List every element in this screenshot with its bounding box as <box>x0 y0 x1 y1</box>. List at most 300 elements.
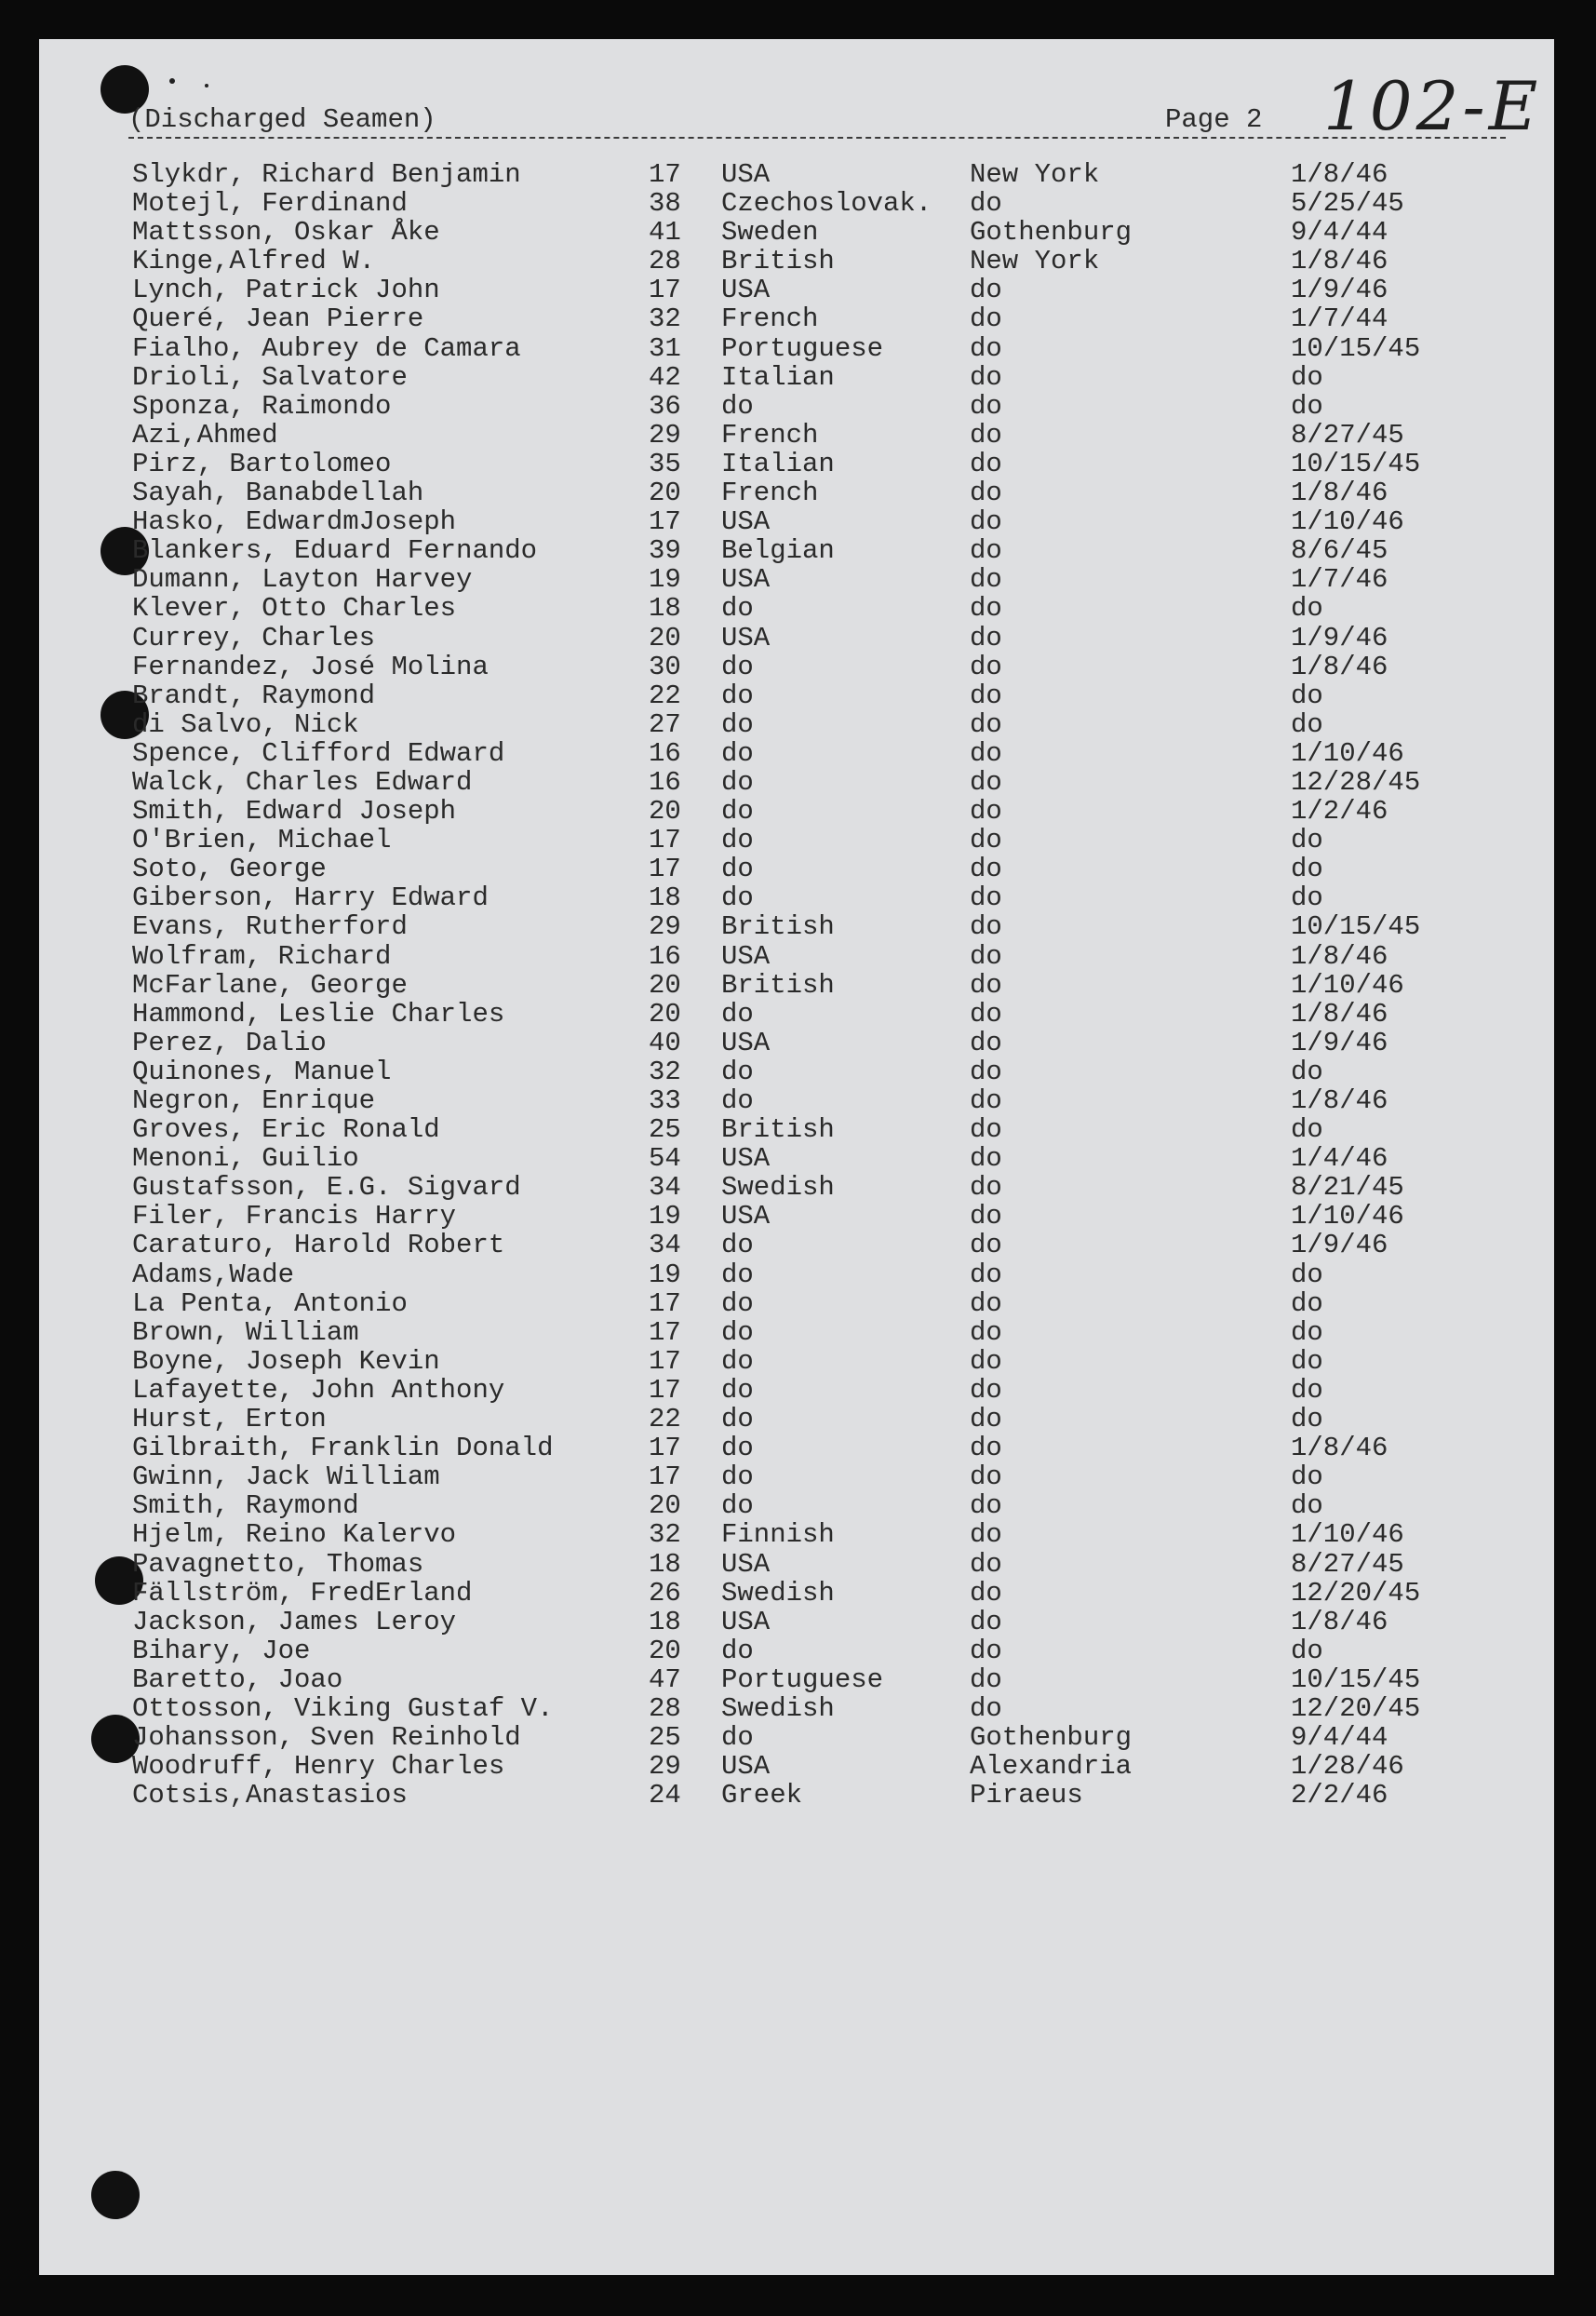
table-row <box>39 681 1554 710</box>
discharge-date: 12/20/45 <box>1291 1692 1421 1724</box>
discharge-date: do <box>1291 390 1323 422</box>
seaman-name: Lynch, Patrick John <box>132 275 440 306</box>
seaman-name: Filer, Francis Harry <box>132 1201 457 1232</box>
seaman-age: 17 <box>649 825 681 856</box>
discharge-port: do <box>970 998 1002 1030</box>
discharge-port: do <box>970 622 1002 653</box>
table-row <box>39 1694 1554 1723</box>
seaman-age: 17 <box>649 1433 681 1464</box>
discharge-date: do <box>1291 1114 1323 1146</box>
table-row <box>39 334 1554 363</box>
seaman-nationality: Italian <box>721 448 835 479</box>
seaman-nationality: USA <box>721 622 771 653</box>
discharge-date: 8/27/45 <box>1291 1548 1404 1580</box>
seaman-name: Walck, Charles Edward <box>132 766 473 798</box>
seaman-age: 17 <box>649 1374 681 1406</box>
seaman-nationality: Swedish <box>721 1172 835 1204</box>
seaman-nationality: French <box>721 303 819 335</box>
seaman-age: 25 <box>649 1114 681 1146</box>
seaman-age: 16 <box>649 940 681 972</box>
discharge-date: do <box>1291 1374 1323 1406</box>
section-heading: (Discharged Seamen) <box>128 104 436 135</box>
discharge-port: do <box>970 1692 1002 1724</box>
discharge-date: do <box>1291 1635 1323 1666</box>
table-row <box>39 1000 1554 1029</box>
seaman-age: 34 <box>649 1172 681 1204</box>
seaman-age: 17 <box>649 275 681 306</box>
seaman-age: 54 <box>649 1143 681 1175</box>
seaman-nationality: Belgian <box>721 535 835 567</box>
table-row <box>39 1057 1554 1086</box>
discharge-port: do <box>970 1374 1002 1406</box>
discharge-port: do <box>970 1287 1002 1319</box>
table-row <box>39 1202 1554 1231</box>
seaman-name: Currey, Charles <box>132 622 376 653</box>
discharge-port: do <box>970 680 1002 711</box>
discharge-date: do <box>1291 1287 1323 1319</box>
discharge-port: New York <box>970 246 1100 277</box>
table-row <box>39 1579 1554 1608</box>
seaman-nationality: Finnish <box>721 1519 835 1551</box>
discharge-date: 1/8/46 <box>1291 246 1388 277</box>
seaman-name: Gwinn, Jack William <box>132 1461 440 1493</box>
seaman-nationality: do <box>721 1490 754 1522</box>
seaman-name: Giberson, Harry Edward <box>132 882 489 914</box>
discharge-port: do <box>970 882 1002 914</box>
seaman-nationality: USA <box>721 940 771 972</box>
seaman-age: 18 <box>649 1548 681 1580</box>
seaman-age: 17 <box>649 1316 681 1348</box>
seaman-nationality: do <box>721 1230 754 1261</box>
table-row <box>39 710 1554 739</box>
discharge-date: do <box>1291 1056 1323 1087</box>
discharge-port: do <box>970 419 1002 451</box>
table-row <box>39 189 1554 218</box>
seaman-nationality: USA <box>721 275 771 306</box>
discharge-date: 1/9/46 <box>1291 1027 1388 1058</box>
seaman-age: 17 <box>649 1345 681 1377</box>
table-row <box>39 1029 1554 1057</box>
seaman-name: Klever, Otto Charles <box>132 593 457 625</box>
seaman-age: 29 <box>649 911 681 943</box>
seaman-name: Sponza, Raimondo <box>132 390 392 422</box>
seaman-name: Negron, Enrique <box>132 1085 376 1116</box>
seaman-name: Smith, Edward Joseph <box>132 796 457 828</box>
discharge-port: New York <box>970 159 1100 190</box>
discharge-date: do <box>1291 882 1323 914</box>
discharge-date: 10/15/45 <box>1291 1663 1421 1695</box>
seaman-nationality: do <box>721 737 754 769</box>
table-row <box>39 942 1554 971</box>
seaman-name: Brown, William <box>132 1316 359 1348</box>
table-row <box>39 624 1554 653</box>
discharge-port: do <box>970 188 1002 220</box>
header-divider <box>128 137 1506 139</box>
seaman-name: Baretto, Joao <box>132 1663 343 1695</box>
discharge-date: do <box>1291 1316 1323 1348</box>
seaman-name: Smith, Raymond <box>132 1490 359 1522</box>
seaman-nationality: Italian <box>721 361 835 393</box>
seaman-nationality: do <box>721 708 754 740</box>
seaman-name: Woodruff, Henry Charles <box>132 1751 505 1783</box>
discharge-date: 1/2/46 <box>1291 796 1388 828</box>
seaman-age: 18 <box>649 593 681 625</box>
seaman-age: 20 <box>649 1490 681 1522</box>
seaman-name: O'Brien, Michael <box>132 825 392 856</box>
seaman-nationality: do <box>721 390 754 422</box>
seaman-nationality: Sweden <box>721 217 819 249</box>
table-row <box>39 1752 1554 1781</box>
seaman-nationality: Greek <box>721 1780 803 1811</box>
seaman-nationality: do <box>721 796 754 828</box>
seaman-age: 27 <box>649 708 681 740</box>
seaman-age: 33 <box>649 1085 681 1116</box>
discharge-port: do <box>970 854 1002 885</box>
seaman-name: Kinge,Alfred W. <box>132 246 376 277</box>
discharge-date: do <box>1291 854 1323 885</box>
seaman-name: McFarlane, George <box>132 969 408 1001</box>
table-row <box>39 565 1554 594</box>
seaman-nationality: French <box>721 419 819 451</box>
discharge-date: 1/8/46 <box>1291 1606 1388 1637</box>
seaman-name: Groves, Eric Ronald <box>132 1114 440 1146</box>
seaman-name: Hjelm, Reino Kalervo <box>132 1519 457 1551</box>
seaman-nationality: do <box>721 593 754 625</box>
table-row <box>39 507 1554 536</box>
discharge-date: 1/4/46 <box>1291 1143 1388 1175</box>
discharge-date: 5/25/45 <box>1291 188 1404 220</box>
seaman-age: 42 <box>649 361 681 393</box>
discharge-port: do <box>970 737 1002 769</box>
table-row <box>39 1376 1554 1405</box>
table-row <box>39 218 1554 247</box>
seaman-nationality: do <box>721 1056 754 1087</box>
seaman-nationality: USA <box>721 1751 771 1783</box>
discharge-port: do <box>970 448 1002 479</box>
seaman-age: 20 <box>649 622 681 653</box>
discharge-date: do <box>1291 361 1323 393</box>
discharge-port: do <box>970 275 1002 306</box>
discharge-port: do <box>970 506 1002 538</box>
seaman-nationality: British <box>721 969 835 1001</box>
discharge-port: do <box>970 940 1002 972</box>
seaman-age: 17 <box>649 1287 681 1319</box>
seaman-nationality: do <box>721 1404 754 1435</box>
table-row <box>39 1636 1554 1665</box>
discharge-port: do <box>970 535 1002 567</box>
seaman-nationality: Portuguese <box>721 1663 884 1695</box>
seaman-age: 20 <box>649 998 681 1030</box>
seaman-nationality: Swedish <box>721 1577 835 1609</box>
table-row <box>39 1086 1554 1115</box>
table-row <box>39 739 1554 768</box>
seaman-age: 25 <box>649 1722 681 1754</box>
discharge-port: do <box>970 1577 1002 1609</box>
seaman-age: 19 <box>649 1201 681 1232</box>
discharge-port: do <box>970 1056 1002 1087</box>
seaman-name: Caraturo, Harold Robert <box>132 1230 505 1261</box>
table-row <box>39 594 1554 623</box>
seaman-name: Perez, Dalio <box>132 1027 327 1058</box>
seaman-name: Lafayette, John Anthony <box>132 1374 505 1406</box>
seaman-name: Blankers, Eduard Fernando <box>132 535 538 567</box>
discharge-port: do <box>970 1259 1002 1290</box>
discharge-port: do <box>970 708 1002 740</box>
seaman-name: La Penta, Antonio <box>132 1287 408 1319</box>
seaman-age: 19 <box>649 1259 681 1290</box>
discharge-date: 1/9/46 <box>1291 1230 1388 1261</box>
discharge-port: do <box>970 1461 1002 1493</box>
table-row <box>39 1347 1554 1376</box>
table-row <box>39 160 1554 189</box>
table-row <box>39 653 1554 681</box>
seaman-age: 30 <box>649 651 681 682</box>
table-row <box>39 1405 1554 1434</box>
discharge-port: do <box>970 564 1002 596</box>
seaman-age: 28 <box>649 1692 681 1724</box>
table-row <box>39 883 1554 912</box>
table-row <box>39 1665 1554 1694</box>
table-row <box>39 912 1554 941</box>
discharge-port: do <box>970 1490 1002 1522</box>
seaman-name: Gustafsson, E.G. Sigvard <box>132 1172 521 1204</box>
discharge-date: do <box>1291 1490 1323 1522</box>
table-row <box>39 478 1554 507</box>
seaman-nationality: do <box>721 825 754 856</box>
seaman-age: 26 <box>649 1577 681 1609</box>
seaman-nationality: do <box>721 1316 754 1348</box>
discharge-date: 12/28/45 <box>1291 766 1421 798</box>
seaman-nationality: USA <box>721 1027 771 1058</box>
discharge-date: 10/15/45 <box>1291 332 1421 364</box>
discharge-port: Piraeus <box>970 1780 1083 1811</box>
table-row <box>39 1550 1554 1579</box>
seaman-nationality: do <box>721 1259 754 1290</box>
seaman-name: Gilbraith, Franklin Donald <box>132 1433 554 1464</box>
discharge-date: do <box>1291 1345 1323 1377</box>
seamen-table <box>39 160 1554 1810</box>
discharge-date: 10/15/45 <box>1291 911 1421 943</box>
seaman-nationality: do <box>721 1722 754 1754</box>
speck <box>169 78 175 84</box>
discharge-date: 9/4/44 <box>1291 1722 1388 1754</box>
seaman-nationality: do <box>721 854 754 885</box>
seaman-age: 16 <box>649 766 681 798</box>
seaman-age: 17 <box>649 1461 681 1493</box>
table-row <box>39 1462 1554 1491</box>
seaman-age: 32 <box>649 303 681 335</box>
seaman-name: Brandt, Raymond <box>132 680 376 711</box>
seaman-age: 17 <box>649 854 681 885</box>
seaman-age: 17 <box>649 159 681 190</box>
seaman-age: 16 <box>649 737 681 769</box>
table-row <box>39 450 1554 478</box>
document-page <box>39 39 1554 2275</box>
discharge-date: 1/8/46 <box>1291 1433 1388 1464</box>
discharge-date: do <box>1291 593 1323 625</box>
discharge-date: 9/4/44 <box>1291 217 1388 249</box>
seaman-nationality: do <box>721 1287 754 1319</box>
discharge-date: 8/6/45 <box>1291 535 1388 567</box>
seaman-nationality: Czechoslovak. <box>721 188 932 220</box>
seaman-nationality: USA <box>721 159 771 190</box>
discharge-date: 1/9/46 <box>1291 275 1388 306</box>
seaman-nationality: USA <box>721 564 771 596</box>
seaman-nationality: British <box>721 911 835 943</box>
page-number: Page 2 <box>1165 104 1263 135</box>
discharge-date: 1/8/46 <box>1291 1085 1388 1116</box>
seaman-name: Pirz, Bartolomeo <box>132 448 392 479</box>
discharge-date: 12/20/45 <box>1291 1577 1421 1609</box>
seaman-nationality: Portuguese <box>721 332 884 364</box>
table-row <box>39 797 1554 826</box>
discharge-date: 1/8/46 <box>1291 998 1388 1030</box>
discharge-date: 1/7/46 <box>1291 564 1388 596</box>
seaman-nationality: USA <box>721 1548 771 1580</box>
discharge-date: 8/27/45 <box>1291 419 1404 451</box>
discharge-date: 2/2/46 <box>1291 1780 1388 1811</box>
seaman-name: Johansson, Sven Reinhold <box>132 1722 521 1754</box>
discharge-port: do <box>970 1606 1002 1637</box>
table-row <box>39 1318 1554 1347</box>
seaman-age: 18 <box>649 882 681 914</box>
table-row <box>39 971 1554 1000</box>
discharge-date: 1/8/46 <box>1291 940 1388 972</box>
table-row <box>39 363 1554 392</box>
table-row <box>39 1520 1554 1549</box>
discharge-date: 1/10/46 <box>1291 506 1404 538</box>
seaman-nationality: do <box>721 1374 754 1406</box>
table-row <box>39 276 1554 304</box>
seaman-age: 20 <box>649 1635 681 1666</box>
seaman-nationality: do <box>721 882 754 914</box>
seaman-age: 20 <box>649 969 681 1001</box>
seaman-name: Hurst, Erton <box>132 1404 327 1435</box>
discharge-date: do <box>1291 1404 1323 1435</box>
table-row <box>39 1231 1554 1259</box>
discharge-port: do <box>970 303 1002 335</box>
discharge-date: 8/21/45 <box>1291 1172 1404 1204</box>
seaman-age: 39 <box>649 535 681 567</box>
seaman-name: Fällström, FredErland <box>132 1577 473 1609</box>
discharge-port: do <box>970 1404 1002 1435</box>
discharge-port: do <box>970 361 1002 393</box>
seaman-nationality: do <box>721 1345 754 1377</box>
discharge-port: do <box>970 1114 1002 1146</box>
seaman-nationality: do <box>721 651 754 682</box>
discharge-port: do <box>970 1519 1002 1551</box>
discharge-port: do <box>970 390 1002 422</box>
table-row <box>39 1115 1554 1144</box>
discharge-date: do <box>1291 825 1323 856</box>
seaman-age: 34 <box>649 1230 681 1261</box>
seaman-name: Bihary, Joe <box>132 1635 311 1666</box>
seaman-age: 35 <box>649 448 681 479</box>
seaman-nationality: do <box>721 1635 754 1666</box>
seaman-nationality: Swedish <box>721 1692 835 1724</box>
table-row <box>39 392 1554 421</box>
discharge-port: do <box>970 478 1002 509</box>
table-row <box>39 536 1554 565</box>
seaman-age: 29 <box>649 1751 681 1783</box>
table-row <box>39 1434 1554 1462</box>
discharge-port: do <box>970 911 1002 943</box>
discharge-port: do <box>970 1172 1002 1204</box>
discharge-port: do <box>970 825 1002 856</box>
handwritten-folio-number: 102-E <box>1323 67 1542 145</box>
discharge-date: 1/28/46 <box>1291 1751 1404 1783</box>
discharge-port: do <box>970 651 1002 682</box>
discharge-port: Alexandria <box>970 1751 1133 1783</box>
table-row <box>39 1781 1554 1810</box>
discharge-port: do <box>970 1143 1002 1175</box>
discharge-port: do <box>970 796 1002 828</box>
discharge-port: Gothenburg <box>970 217 1133 249</box>
seaman-name: Dumann, Layton Harvey <box>132 564 473 596</box>
seaman-nationality: USA <box>721 1606 771 1637</box>
table-row <box>39 1173 1554 1202</box>
seaman-nationality: USA <box>721 506 771 538</box>
discharge-date: 1/8/46 <box>1291 478 1388 509</box>
seaman-nationality: USA <box>721 1201 771 1232</box>
table-row <box>39 855 1554 883</box>
seaman-name: Hammond, Leslie Charles <box>132 998 505 1030</box>
seaman-nationality: USA <box>721 1143 771 1175</box>
discharge-port: do <box>970 593 1002 625</box>
discharge-port: do <box>970 1548 1002 1580</box>
discharge-port: do <box>970 1635 1002 1666</box>
discharge-date: do <box>1291 1461 1323 1493</box>
seaman-age: 32 <box>649 1519 681 1551</box>
table-row <box>39 1144 1554 1173</box>
table-row <box>39 1491 1554 1520</box>
table-row <box>39 247 1554 276</box>
table-row <box>39 1723 1554 1752</box>
discharge-date: 1/10/46 <box>1291 737 1404 769</box>
seaman-nationality: do <box>721 1461 754 1493</box>
discharge-date: 1/10/46 <box>1291 1201 1404 1232</box>
seaman-age: 24 <box>649 1780 681 1811</box>
seaman-nationality: British <box>721 246 835 277</box>
table-row <box>39 826 1554 855</box>
discharge-port: do <box>970 1230 1002 1261</box>
table-row <box>39 768 1554 797</box>
seaman-name: Pavagnetto, Thomas <box>132 1548 424 1580</box>
discharge-date: 1/9/46 <box>1291 622 1388 653</box>
discharge-date: 1/10/46 <box>1291 1519 1404 1551</box>
seaman-name: Motejl, Ferdinand <box>132 188 408 220</box>
seaman-name: Boyne, Joseph Kevin <box>132 1345 440 1377</box>
seaman-nationality: do <box>721 998 754 1030</box>
discharge-date: 10/15/45 <box>1291 448 1421 479</box>
seaman-age: 41 <box>649 217 681 249</box>
seaman-age: 32 <box>649 1056 681 1087</box>
discharge-date: 1/7/44 <box>1291 303 1388 335</box>
seaman-name: Hasko, EdwardmJoseph <box>132 506 457 538</box>
discharge-port: Gothenburg <box>970 1722 1133 1754</box>
discharge-date: 1/8/46 <box>1291 159 1388 190</box>
table-row <box>39 1289 1554 1318</box>
seaman-name: Menoni, Guilio <box>132 1143 359 1175</box>
seaman-age: 18 <box>649 1606 681 1637</box>
seaman-nationality: do <box>721 766 754 798</box>
seaman-age: 20 <box>649 478 681 509</box>
seaman-name: Cotsis,Anastasios <box>132 1780 408 1811</box>
table-row <box>39 304 1554 333</box>
discharge-port: do <box>970 1027 1002 1058</box>
discharge-port: do <box>970 1433 1002 1464</box>
seaman-name: Quinones, Manuel <box>132 1056 392 1087</box>
